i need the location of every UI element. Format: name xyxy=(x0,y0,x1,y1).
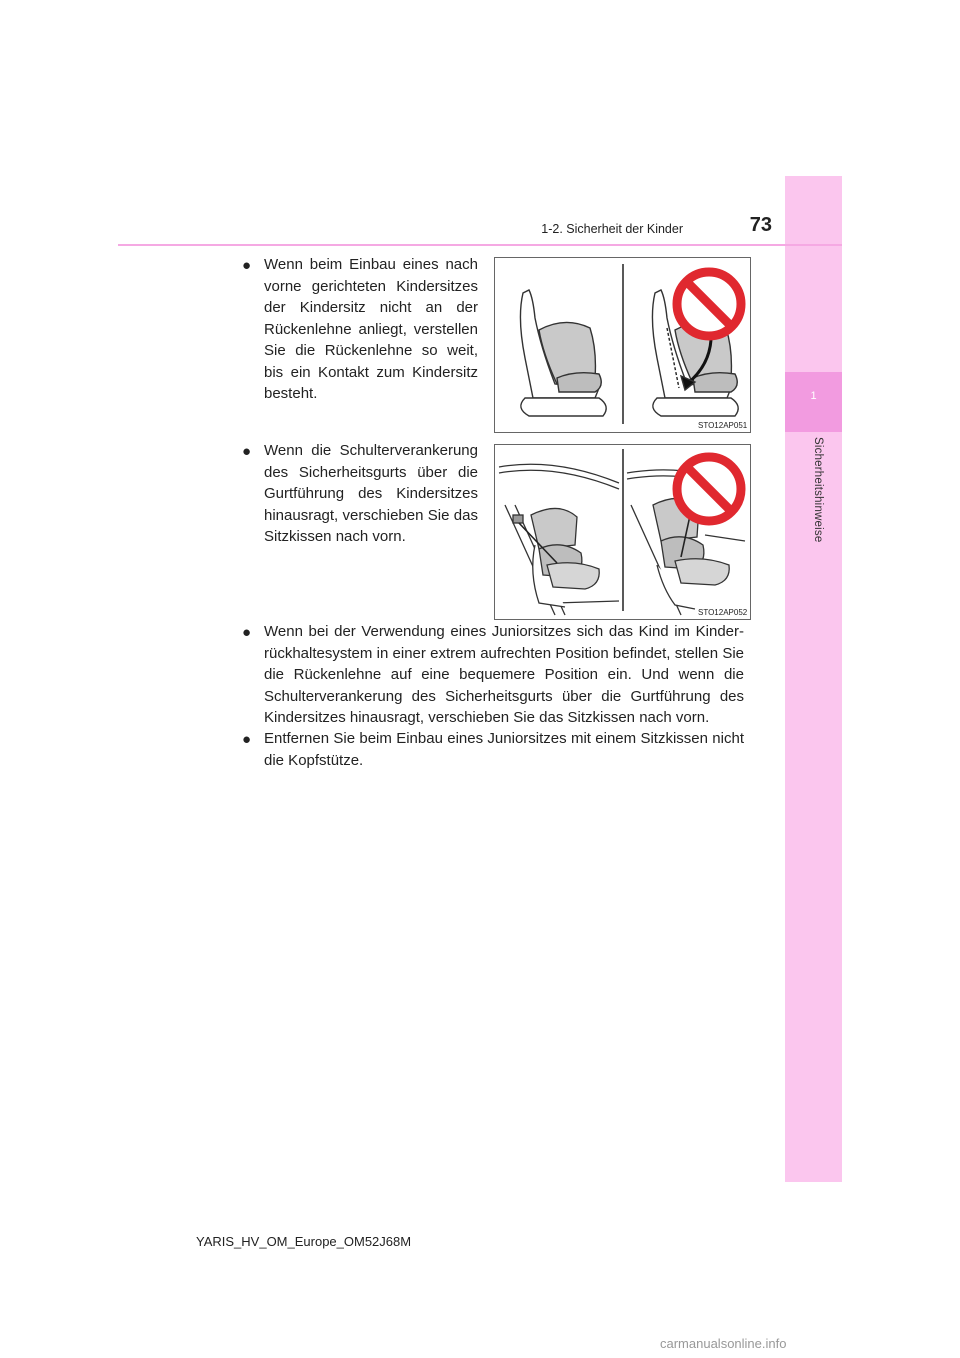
bullet-text: Entfernen Sie beim Einbau eines Juniorsitzes mit einem Sitzkissen nicht die Kopfstütze. xyxy=(264,730,744,769)
chapter-side-tab xyxy=(785,176,842,1182)
figure-seat-backrest xyxy=(494,257,751,433)
car-interior-correct-icon xyxy=(499,464,619,615)
figure-seat-cushion xyxy=(494,444,751,620)
seat-backrest-illustration xyxy=(495,258,750,432)
figure-code: STO12AP051 xyxy=(698,421,748,430)
bullet-item xyxy=(242,621,744,729)
prohibition-icon xyxy=(677,457,741,521)
section-title: 1-2. Sicherheit der Kinder xyxy=(541,222,683,236)
header-rule xyxy=(118,244,842,246)
chapter-label: Sicherheitshinweise xyxy=(812,437,824,543)
chapter-tab-marker xyxy=(785,372,842,432)
bullet-dot: ● xyxy=(242,731,252,748)
figure-code: STO12AP052 xyxy=(698,608,748,617)
bullet-dot: ● xyxy=(242,624,252,641)
watermark: carmanualsonline.info xyxy=(660,1336,787,1351)
prohibition-icon xyxy=(677,272,741,336)
bullet-text: Wenn beim Einbau eines nach vorne gerichteten Kindersitzes der Kindersitz nicht an der Rückenlehne anliegt, verstellen Sie die Rückenlehne so weit, bis ein Kontakt zum Kindersitz besteht. xyxy=(264,256,478,402)
bullet-item xyxy=(242,254,478,405)
bullet-dot: ● xyxy=(242,257,252,274)
bullet-item xyxy=(242,440,478,548)
bullet-text: Wenn die Schulterverankerung des Sicherheitsgurts über die Gurtführung des Kindersitzes hinausragt, verschieben Sie das Sitzkissen nach vorn. xyxy=(264,442,478,545)
seat-correct-icon xyxy=(520,290,606,416)
bullet-item xyxy=(242,728,744,771)
chapter-number: 1 xyxy=(810,390,817,402)
bullet-dot: ● xyxy=(242,443,252,460)
page-number: 73 xyxy=(749,214,772,236)
document-id: YARIS_HV_OM_Europe_OM52J68M xyxy=(196,1234,412,1249)
seat-cushion-illustration xyxy=(495,445,750,619)
bullet-text: Wenn bei der Verwendung eines Juniorsitzes sich das Kind im Kinder-rückhaltesystem in einer extrem aufrechten Position befindet, stellen Sie die Rückenlehne auf eine bequemere Position ein. Und wenn die Schulterverankerung des Sicherheitsgurts über die Gurtführung des Kindersitzes hinausragt, verschieben Sie das Sitzkissen nach vorn. xyxy=(264,623,744,726)
